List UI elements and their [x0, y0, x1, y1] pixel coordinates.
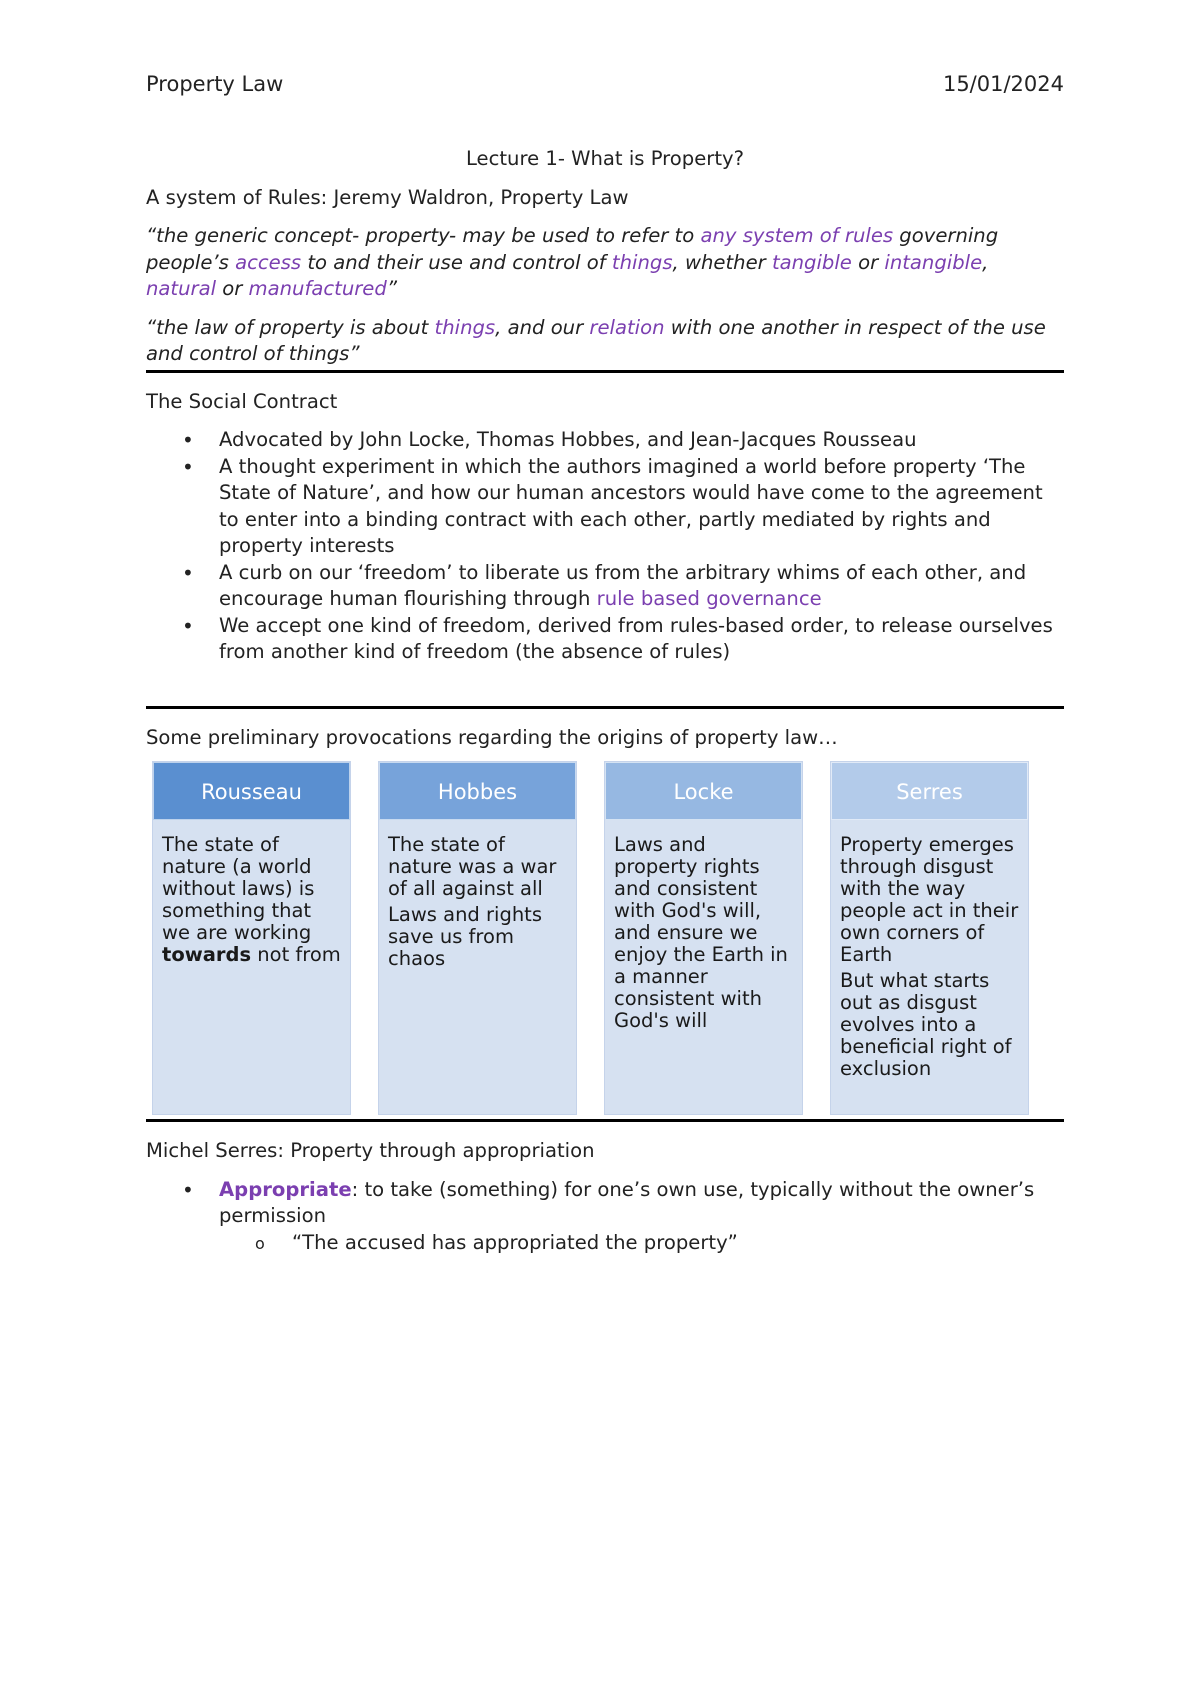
quote-text: to and their use and control of	[301, 250, 612, 274]
quote-highlight: intangible	[884, 250, 983, 274]
example-list	[219, 1230, 1064, 1257]
philosophers-diagram	[146, 761, 1064, 1115]
quote-text: governing people’s	[146, 224, 999, 274]
header-date: 15/01/2024	[942, 72, 1064, 96]
card-title: Rousseau	[153, 762, 350, 820]
quote-highlight: relation	[589, 315, 665, 339]
quote-text: with one another in respect of the use and control of things”	[146, 315, 1046, 365]
section-divider	[146, 370, 1064, 373]
quote-text: or	[216, 277, 249, 300]
card-body	[605, 820, 802, 1032]
quote-text: ,	[982, 250, 989, 274]
card-rousseau	[152, 761, 351, 1115]
definition-term: Appropriate	[219, 1177, 352, 1201]
section-heading-rules: A system of Rules: Jeremy Waldron, Property Law	[146, 185, 629, 209]
card-text	[162, 834, 341, 966]
quote-text: ”	[386, 277, 397, 300]
quote-highlight: tangible	[771, 250, 852, 274]
quote-text: or	[851, 250, 885, 274]
list-item-text: A curb on our ‘freedom’ to liberate us from the arbitrary whims of each other, and encourage human flourishing through	[219, 560, 1027, 610]
lecture-title: Lecture 1- What is Property?	[465, 147, 745, 170]
quote-highlight: natural	[146, 277, 217, 300]
card-text: The state of nature was a war of all against all	[388, 833, 557, 900]
card-body	[831, 820, 1028, 1080]
card-text-part: not from	[251, 943, 341, 966]
header-course: Property Law	[146, 72, 284, 96]
card-title: Serres	[831, 762, 1028, 820]
list-item: • We accept one kind of freedom, derived from rules-based order, to release ourselves from another kind of freedom (the absence of rules)	[146, 613, 1064, 666]
card-hobbes	[378, 761, 577, 1115]
quote-highlight: manufactured	[248, 277, 387, 300]
quote-text: “the law of property is about	[146, 315, 435, 339]
quote-highlight: any system of rules	[700, 224, 894, 247]
social-contract-list	[146, 427, 1064, 666]
card-body	[379, 820, 576, 970]
list-item	[146, 1177, 1064, 1257]
card-text: But what starts out as disgust evolves into a beneficial right of exclusion	[840, 969, 1012, 1080]
quote-text: “the generic concept- property- may be used to refer to	[146, 224, 701, 247]
card-body	[153, 820, 350, 966]
document-body	[146, 146, 1064, 1256]
section-divider	[146, 1119, 1064, 1122]
section-heading-provocations: Some preliminary provocations regarding the origins of property law…	[146, 725, 838, 749]
waldron-quote-2	[146, 315, 1064, 368]
quote-text: , and our	[495, 315, 590, 339]
list-item: • Advocated by John Locke, Thomas Hobbes, and Jean-Jacques Rousseau	[146, 427, 1064, 454]
example-item: o “The accused has appropriated the property”	[219, 1230, 1064, 1257]
section-divider	[146, 706, 1064, 709]
quote-highlight: things	[611, 250, 673, 274]
appropriation-list	[146, 1177, 1064, 1257]
card-title: Hobbes	[379, 762, 576, 820]
list-item-highlight: rule based governance	[596, 587, 822, 610]
list-item	[146, 560, 1064, 613]
waldron-quote-1	[146, 223, 1064, 303]
card-text: Property emerges through disgust with the way people act in their own corners of Earth	[840, 833, 1019, 966]
definition-text: : to take (something) for one’s own use, typically without the owner’s permission	[219, 1177, 1035, 1227]
quote-highlight: access	[235, 250, 302, 274]
quote-highlight: things	[434, 315, 496, 339]
list-item: • A thought experiment in which the authors imagined a world before property ‘The State of Nature’, and how our human ancestors would have come to the agreement to enter into a binding contract with each other, partly mediated by rights and property interests	[146, 454, 1064, 560]
section-heading-social-contract: The Social Contract	[146, 389, 338, 413]
quote-text: , whether	[672, 250, 772, 274]
card-text-bold: towards	[162, 943, 252, 966]
card-text: Laws and property rights and consistent with God's will, and ensure we enjoy the Earth in a manner consistent with God's will	[614, 833, 788, 1032]
card-locke	[604, 761, 803, 1115]
card-text: Laws and rights save us from chaos	[388, 903, 542, 970]
card-text-part: The state of nature (a world without laws) is something that we are working	[162, 833, 315, 944]
card-serres	[830, 761, 1029, 1115]
section-heading-serres: Michel Serres: Property through appropriation	[146, 1139, 595, 1162]
card-title: Locke	[605, 762, 802, 820]
